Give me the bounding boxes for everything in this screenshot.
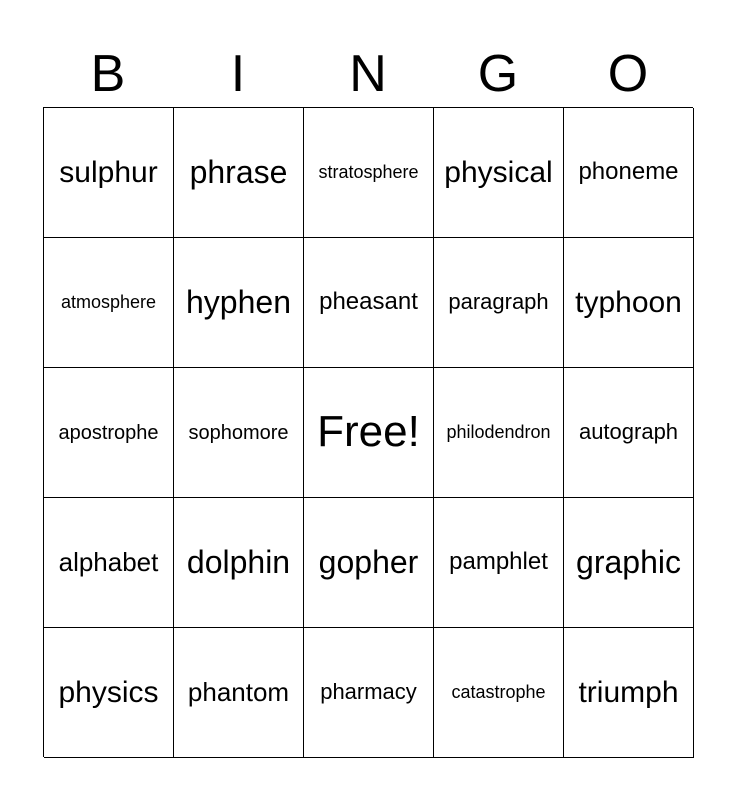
header-letter-g: G — [477, 45, 519, 103]
bingo-cell[interactable]: stratosphere — [304, 108, 434, 238]
bingo-cell[interactable]: alphabet — [44, 498, 174, 628]
bingo-cell[interactable]: autograph — [564, 368, 694, 498]
header-letter-n: N — [349, 45, 387, 103]
bingo-cell[interactable]: dolphin — [174, 498, 304, 628]
bingo-cell[interactable]: typhoon — [564, 238, 694, 368]
free-space-cell[interactable]: Free! — [304, 368, 434, 498]
bingo-cell[interactable]: catastrophe — [434, 628, 564, 758]
bingo-cell[interactable]: philodendron — [434, 368, 564, 498]
bingo-cell[interactable]: phoneme — [564, 108, 694, 238]
bingo-cell[interactable]: atmosphere — [44, 238, 174, 368]
bingo-cell[interactable]: paragraph — [434, 238, 564, 368]
bingo-cell[interactable]: pheasant — [304, 238, 434, 368]
bingo-cell[interactable]: pamphlet — [434, 498, 564, 628]
bingo-cell[interactable]: phantom — [174, 628, 304, 758]
bingo-header — [43, 40, 693, 108]
bingo-cell[interactable]: triumph — [564, 628, 694, 758]
bingo-cell[interactable]: pharmacy — [304, 628, 434, 758]
bingo-cell[interactable]: physical — [434, 108, 564, 238]
bingo-cell[interactable]: gopher — [304, 498, 434, 628]
bingo-cell[interactable]: apostrophe — [44, 368, 174, 498]
bingo-card-grid — [43, 107, 693, 757]
bingo-cell[interactable]: phrase — [174, 108, 304, 238]
header-letter-b: B — [90, 45, 126, 103]
bingo-cell[interactable]: graphic — [564, 498, 694, 628]
header-letter-o: O — [607, 45, 649, 103]
header-letter-i: I — [230, 45, 246, 103]
bingo-cell[interactable]: sophomore — [174, 368, 304, 498]
bingo-cell[interactable]: sulphur — [44, 108, 174, 238]
bingo-cell[interactable]: hyphen — [174, 238, 304, 368]
bingo-cell[interactable]: physics — [44, 628, 174, 758]
